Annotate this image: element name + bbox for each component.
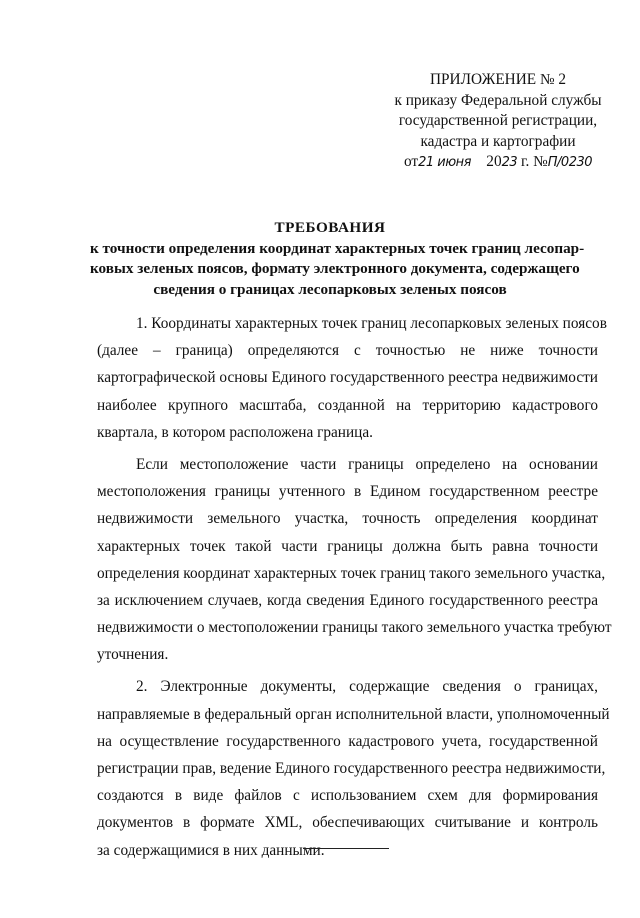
handwritten-year: 23 — [501, 155, 518, 170]
annex-date-line — [380, 152, 616, 174]
paragraph-3-line: документов в формате XML, обеспечивающих считывание и контроль — [97, 814, 598, 832]
document-body — [97, 310, 612, 864]
title-line-2: ковых зеленых поясов, формату электронного документа, содержащего — [90, 260, 580, 277]
paragraph-2-line: местоположения границы учтенного в Едином государственном реестре — [97, 483, 598, 501]
title-line-3: сведения о границах лесопарковых зеленых поясов — [153, 280, 507, 298]
annex-line-3: кадастра и картографии — [420, 132, 576, 150]
document-title — [90, 218, 585, 300]
paragraph-3-line: на осуществление государственного кадастрового учета, государственной — [97, 732, 598, 750]
title-heading: ТРЕБОВАНИЯ — [274, 219, 386, 236]
paragraph-2-line: недвижимости земельного участка, точность определения координат — [97, 510, 598, 528]
year-prefix: 20 — [486, 153, 502, 170]
date-prefix: от — [403, 153, 419, 170]
paragraph-3 — [97, 673, 610, 863]
handwritten-number: П/0230 — [547, 155, 593, 170]
annex-title: ПРИЛОЖЕНИЕ № 2 — [429, 71, 567, 88]
paragraph-3-line: направляемые в федеральный орган исполнительной власти, уполномоченный — [97, 705, 610, 723]
paragraph-1-line: наиболее крупного масштаба, созданной на территорию кадастрового — [97, 396, 598, 414]
paragraph-2-line: определения координат характерных точек границ такого земельного участка, — [97, 564, 606, 582]
annex-header — [380, 70, 616, 174]
paragraph-3-line: 2. Электронные документы, содержащие сведения о границах, — [136, 678, 598, 696]
closing-rule — [303, 848, 389, 849]
paragraph-2-line: за исключением случаев, когда сведения Единого государственного реестра — [97, 591, 598, 609]
annex-line-1: к приказу Федеральной службы — [394, 91, 602, 109]
paragraph-1-line: (далее – граница) определяются с точностью не ниже точности — [97, 342, 598, 360]
paragraph-3-line: регистрации прав, ведение Единого государственного реестра недвижимости, — [97, 760, 606, 777]
handwritten-date: 21 июня — [418, 155, 471, 170]
paragraph-1-line: квартала, в котором расположена граница. — [97, 423, 373, 441]
paragraph-1-line: 1. Координаты характерных точек границ лесопарковых зеленых поясов — [136, 315, 607, 332]
paragraph-2-line: Если местоположение части границы определено на основании — [136, 455, 598, 473]
paragraph-2-line: недвижимости о местоположении границы такого земельного участка требуют — [97, 619, 612, 637]
paragraph-1-line: картографической основы Единого государственного реестра недвижимости — [97, 369, 598, 387]
annex-line-2: государственной регистрации, — [398, 112, 598, 129]
paragraph-2-line: характерных точек такой части границы должна быть равна точности — [97, 537, 598, 555]
paragraph-1 — [97, 310, 607, 446]
paragraph-3-line: за содержащимися в них данными. — [97, 841, 325, 859]
year-suffix: г. № — [520, 153, 548, 170]
paragraph-2 — [97, 451, 612, 669]
title-line-1: к точности определения координат характерных точек границ лесопар- — [90, 239, 585, 257]
paragraph-2-line: уточнения. — [97, 646, 169, 664]
paragraph-3-line: создаются в виде файлов с использованием схем для формирования — [97, 787, 598, 805]
